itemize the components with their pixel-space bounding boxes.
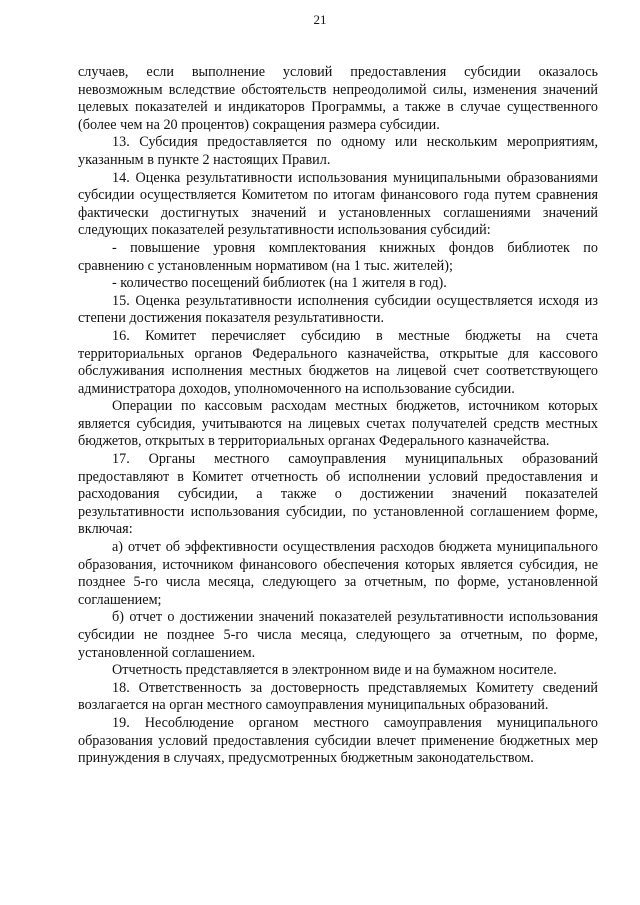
paragraph-continuation: случаев, если выполнение условий предоставления субсидии оказалось невозможным вследствие обстоятельств непреодолимой силы, изменения значений целевых показателей и индикаторов Программы, а также в случае существенного (более чем на 20 процентов) сокращения размера субсидии. [78, 64, 598, 133]
paragraph-18: 18. Ответственность за достоверность представляемых Комитету сведений возлагается на орган местного самоуправления муниципальных образований. [78, 679, 598, 714]
page-number: 21 [313, 12, 327, 27]
paragraph-16-operations: Операции по кассовым расходам местных бюджетов, источником которых является субсидия, учитываются на лицевых счетах получателей средств местных бюджетов, открытых в территориальных органах Федерального казначейства. [78, 398, 598, 450]
paragraph-14-item-1: - повышение уровня комплектования книжных фондов библиотек по сравнению с установленным нормативом (на 1 тыс. жителей); [78, 239, 598, 274]
paragraph-17: 17. Органы местного самоуправления муниципальных образований предоставляют в Комитет отчетность об исполнении условий предоставления и расходования субсидии, а также о достижении значений показателей результативности использования субсидии, по установленной соглашением форме, включая: [78, 451, 598, 538]
paragraph-16: 16. Комитет перечисляет субсидию в местные бюджеты на счета территориальных органов Федерального казначейства, открытые для кассового обслуживания исполнения местных бюджетов на лицевой счет соответствующего администратора доходов, уполномоченного на использование субсидии. [78, 327, 598, 397]
paragraph-14-item-2: - количество посещений библиотек (на 1 жителя в год). [112, 275, 447, 292]
paragraph-19: 19. Несоблюдение органом местного самоуправления муниципального образования условий предоставления субсидии влечет применение бюджетных мер принуждения в случаях, предусмотренных бюджетным законодательством. [78, 714, 598, 767]
paragraph-14: 14. Оценка результативности использования муниципальными образованиями субсидии осуществляется Комитетом по итогам финансового года путем сравнения фактически достигнутых значений и установленных соглашениями значений следующих показателей результативности использования субсидий: [78, 169, 598, 239]
paragraph-17-item-a: а) отчет об эффективности осуществления расходов бюджета муниципального образования, источником финансового обеспечения которых является субсидия, не позднее 5-го числа месяца, следующего за отчетным, по форме, установленной соглашением; [78, 539, 598, 608]
paragraph-17-reporting: Отчетность представляется в электронном виде и на бумажном носителе. [112, 662, 557, 679]
document-body [78, 64, 598, 768]
paragraph-13: 13. Субсидия предоставляется по одному или нескольким мероприятиям, указанным в пункте 2 настоящих Правил. [78, 134, 598, 168]
paragraph-17-item-b: б) отчет о достижении значений показателей результативности использования субсидии не позднее 5-го числа месяца, следующего за отчетным, по форме, установленной соглашением. [78, 609, 598, 661]
paragraph-15: 15. Оценка результативности исполнения субсидии осуществляется исходя из степени достижения показателя результативности. [78, 292, 598, 327]
